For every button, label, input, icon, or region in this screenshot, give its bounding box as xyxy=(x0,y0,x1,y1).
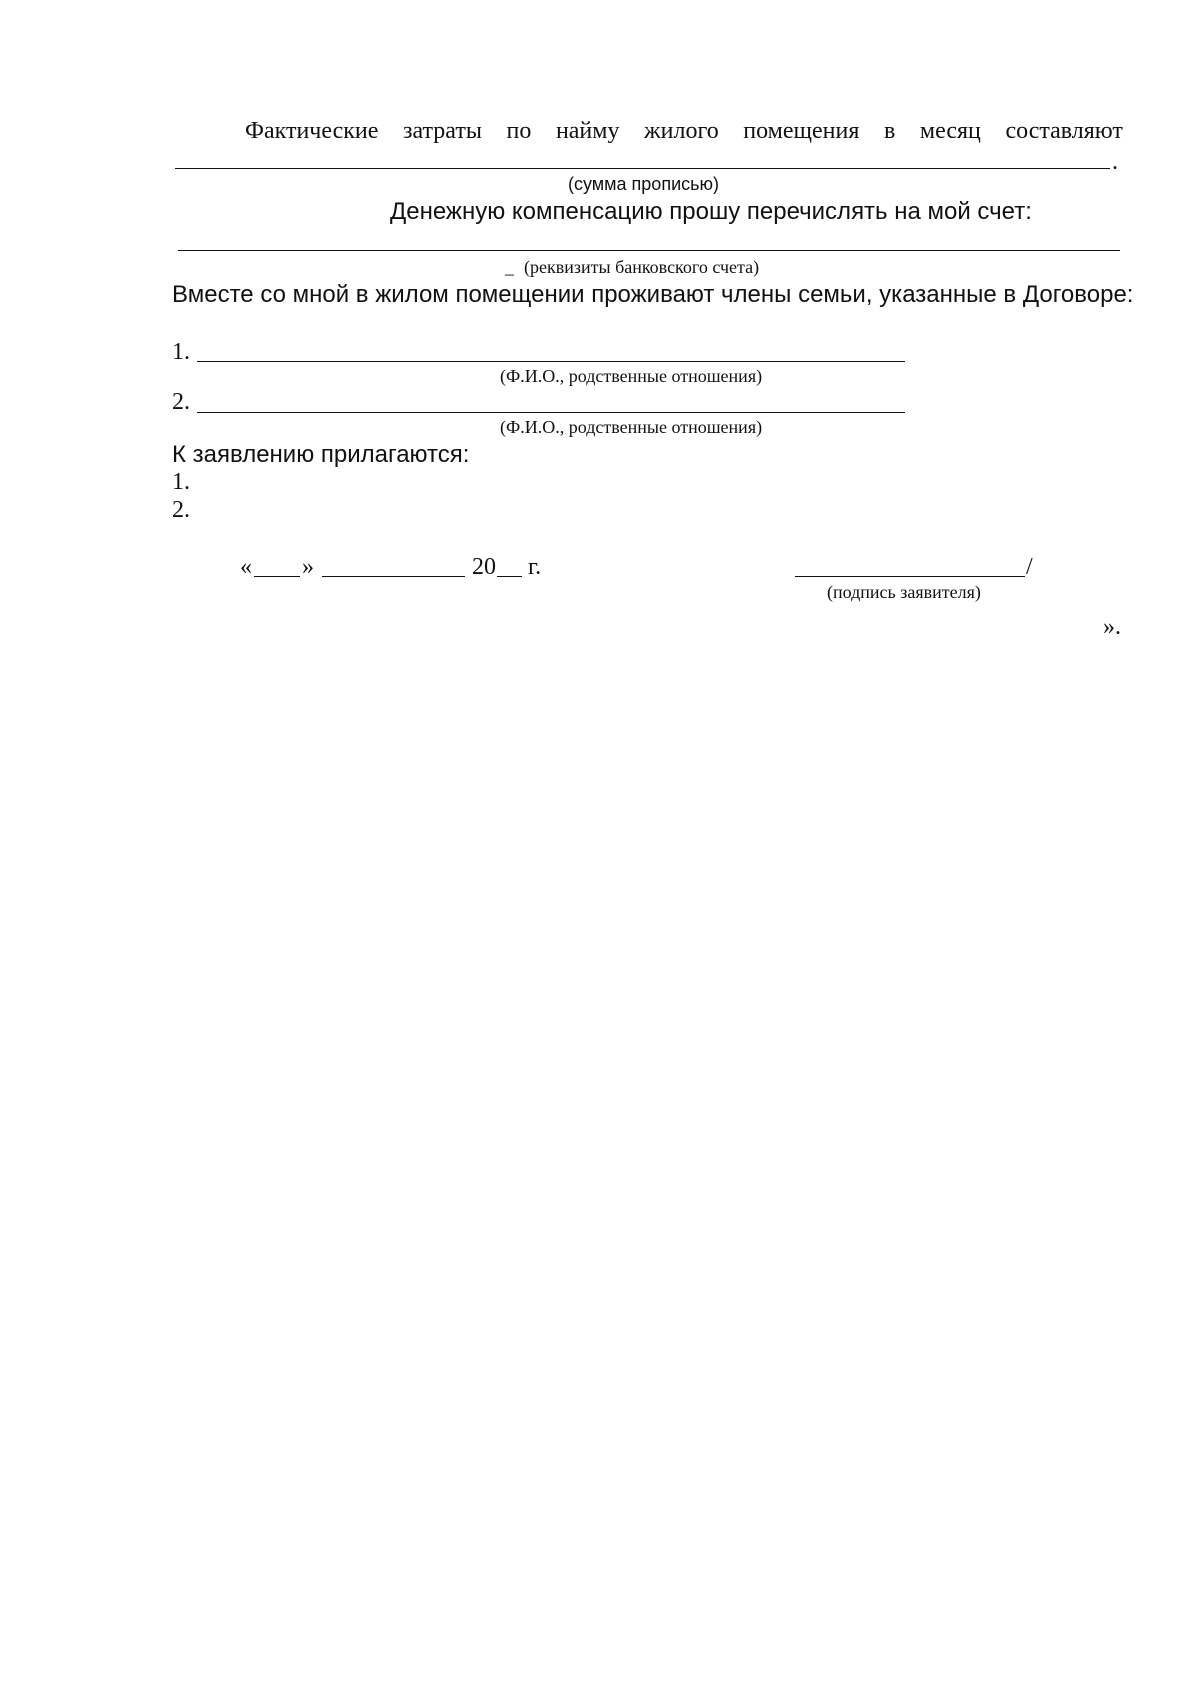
date-open-quote: « xyxy=(240,554,252,580)
costs-word: месяц xyxy=(919,118,981,144)
attachment-item: 1. xyxy=(172,469,190,495)
signature-hint: (подпись заявителя) xyxy=(827,582,981,602)
date-year-line xyxy=(497,576,522,577)
costs-word: по xyxy=(506,118,532,144)
costs-word: помещения xyxy=(743,118,860,144)
costs-word: затраты xyxy=(403,118,482,144)
costs-word: найму xyxy=(555,118,620,144)
signature-line xyxy=(795,576,1025,577)
date-month-line xyxy=(322,576,465,577)
closing-mark: ». xyxy=(1103,614,1121,640)
costs-word: жилого xyxy=(644,118,719,144)
costs-word: в xyxy=(883,118,896,144)
attachment-item: 2. xyxy=(172,497,190,523)
costs-amount-line xyxy=(175,168,1110,169)
date-year-prefix: 20 xyxy=(472,554,496,580)
date-day-line xyxy=(254,576,300,577)
costs-sentence xyxy=(245,119,1123,143)
costs-hint: (сумма прописью) xyxy=(568,174,719,194)
bank-details-hint: (реквизиты банковского счета) xyxy=(524,257,760,277)
date-year-suffix: г. xyxy=(528,554,542,580)
family-member-line xyxy=(197,412,905,413)
family-member-number: 2. xyxy=(172,389,190,415)
family-member-line xyxy=(197,361,905,362)
signature-slash: / xyxy=(1026,554,1033,580)
costs-line-end: . xyxy=(1112,149,1118,175)
family-member-number: 1. xyxy=(172,339,190,365)
costs-word: Фактические xyxy=(245,118,379,144)
bank-details-line xyxy=(178,250,1120,251)
family-member-hint: (Ф.И.О., родственные отношения) xyxy=(500,417,763,437)
family-text: Вместе со мной в жилом помещении проживают члены семьи, указанные в Договоре: xyxy=(172,281,1134,308)
costs-word: составляют xyxy=(1005,118,1123,144)
compensation-text: Денежную компенсацию прошу перечислять на мой счет: xyxy=(390,198,1032,225)
attachments-heading: К заявлению прилагаются: xyxy=(172,441,470,468)
family-member-hint: (Ф.И.О., родственные отношения) xyxy=(500,366,763,386)
bank-hint-prefix: _ xyxy=(505,257,514,277)
date-close-quote: » xyxy=(302,554,314,580)
